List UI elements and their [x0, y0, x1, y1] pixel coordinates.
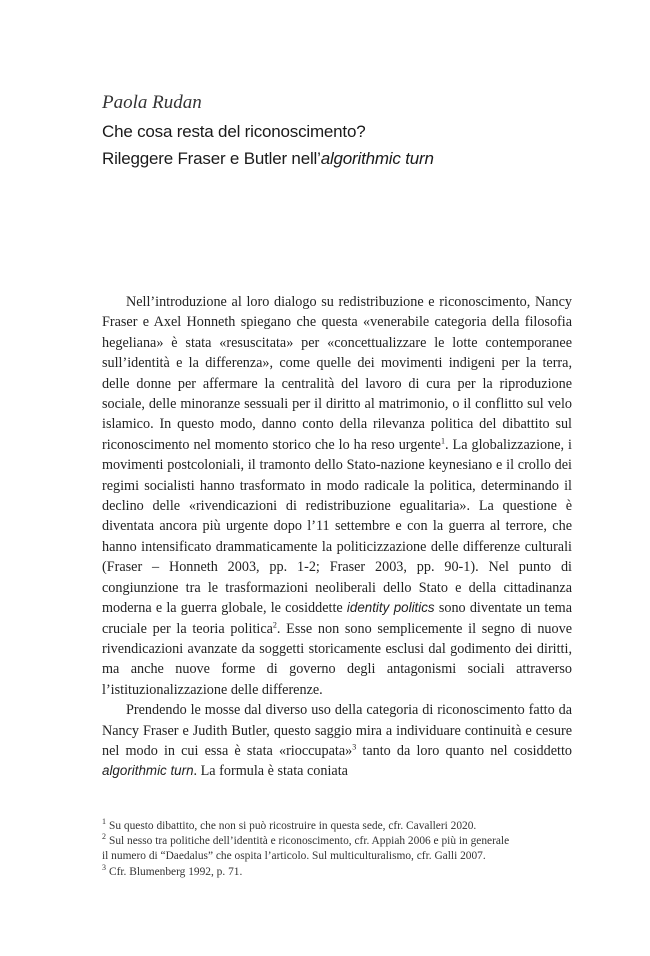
footnote-text: Su questo dibattito, che non si può ricostruire in questa sede, cfr. Cavalleri 2020.: [109, 820, 477, 832]
title-line-1: Che cosa resta del riconoscimento?: [102, 122, 366, 141]
footnotes: [102, 819, 572, 880]
footnote-2: [102, 834, 572, 849]
text-span: . La globalizzazione, i movimenti postcoloniali, il tramonto dello Stato-nazione keynesiano e il crollo dei regimi socialisti hanno trasformato in modo radicale la politica, determinando il declino delle «rivendicazioni di redistribuzione egualitaria». La questione è diventata ancora più urgente dopo l’11 settembre e con la guerra al terrore, che hanno intensificato drammaticamente la politicizzazione delle differenze culturali (Fraser – Honneth 2003, pp. 1-2; Fraser 2003, pp. 90-1). Nel punto di congiunzione tra le trasformazioni neoliberali dello Stato e della cittadinanza moderna e la guerra globale, le cosiddette: [102, 436, 572, 617]
footnote-2-continued: [102, 849, 572, 864]
title-line-2: [102, 145, 572, 172]
footnote-number: 3: [102, 862, 106, 872]
article-title: [102, 118, 572, 172]
text-span: tanto da loro quanto nel cosiddetto: [356, 742, 573, 759]
paragraph-1: [102, 292, 572, 700]
footnote-text: Cfr. Blumenberg 1992, p. 71.: [109, 865, 243, 878]
footnote-text: Sul nesso tra politiche dell’identità e riconoscimento, cfr. Appiah 2006 e più in generale: [109, 835, 510, 848]
title-line-2-prefix: Rileggere Fraser e Butler nell’: [102, 149, 321, 168]
title-line-2-italic: algorithmic turn: [320, 149, 434, 168]
text-span: Prendendo le mosse dal diverso uso della categoria di riconoscimento fatto da Nancy Fraser e Judith Butler, questo saggio mira a individuare continuità e cesure nel modo in cui essa è stata «rioccupata»: [102, 702, 572, 759]
footnote-text: il numero di “Daedalus” che ospita l’articolo. Sul multiculturalismo, cfr. Galli 2007.: [102, 850, 486, 863]
text-span: Nell’introduzione al loro dialogo su redistribuzione e riconoscimento, Nancy Fraser e Axel Honneth spiegano che questa «venerabile categoria della filosofia hegeliana» è stata «resuscitata» per «concettualizzare le lotte contemporanee sull’identità e la differenza», come quelle dei movimenti indigeni per la terra, delle donne per affermare la centralità del lavoro di cura per la riproduzione sociale, delle minoranze sessuali per il diritto al matrimonio, o il conflitto sul velo islamico. In questo modo, danno conto della rilevanza politica del dibattito sul riconoscimento nel momento storico che lo ha reso urgente: [102, 294, 572, 453]
text-span: . Esse non sono semplicemente il segno di nuove rivendicazioni avanzate da soggetti storicamente esclusi dal godimento dei diritti, ma anche nuove forme di governo degli antagonismi sociali attraverso l’istituzionalizzazione delle differenze.: [102, 620, 572, 698]
body-text: [102, 292, 572, 782]
footnote-1: [102, 819, 572, 834]
footnote-ref-1: 1: [440, 436, 445, 446]
paragraph-2: [102, 700, 572, 782]
text-span: sono diventate un tema cruciale per la teoria politica: [102, 600, 572, 637]
author-name: Paola Rudan: [102, 92, 202, 113]
footnote-ref-3: 3: [352, 742, 357, 752]
footnote-3: [102, 862, 572, 880]
footnote-ref-2: 2: [272, 619, 277, 629]
italic-term: algorithmic turn: [102, 763, 194, 779]
footnote-number: 2: [102, 832, 106, 842]
italic-term: identity politics: [346, 600, 435, 616]
footnote-number: 1: [102, 817, 106, 827]
text-span: . La formula è stata coniata: [193, 763, 348, 780]
